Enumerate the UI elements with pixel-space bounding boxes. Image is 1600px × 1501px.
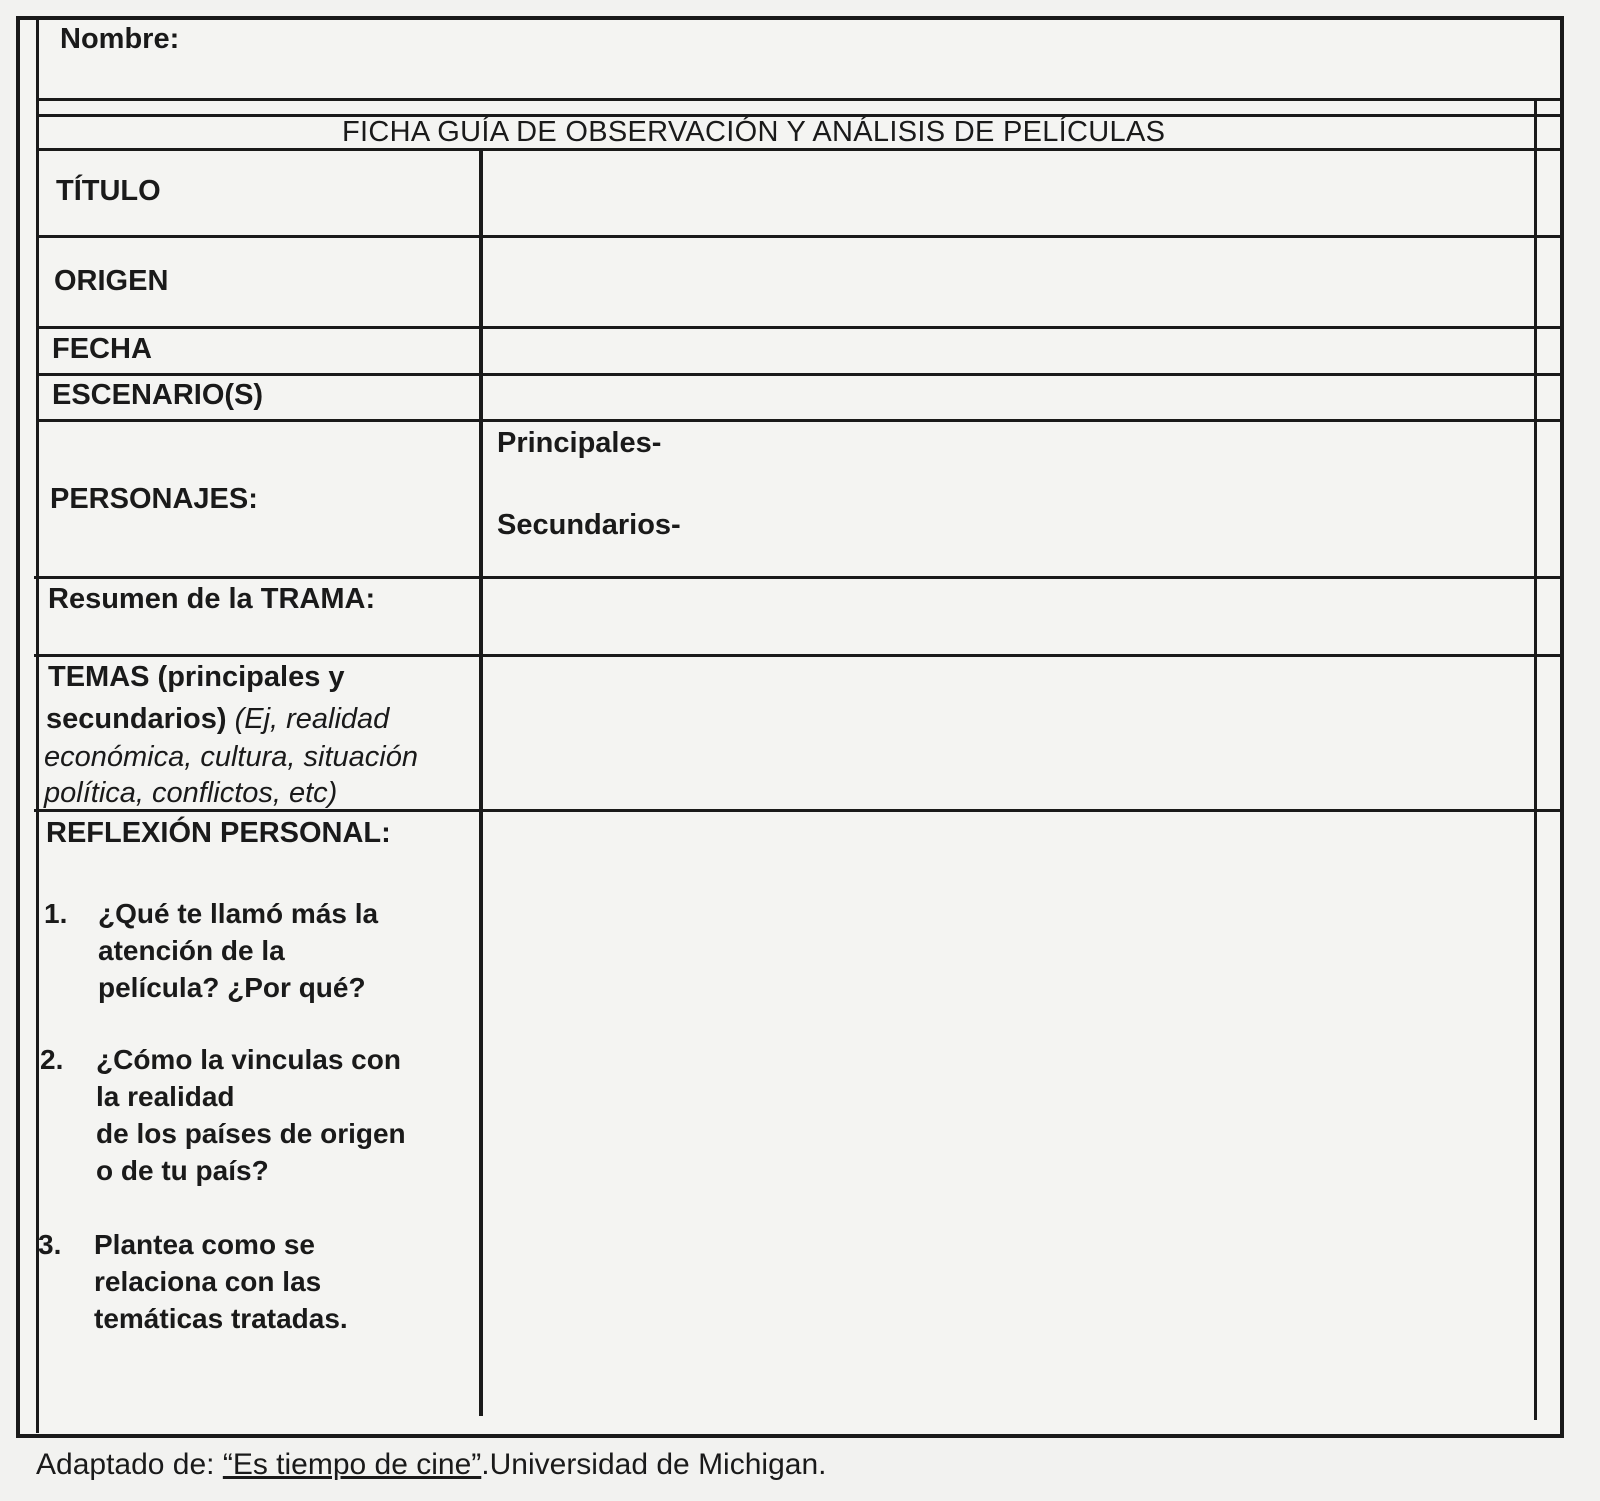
temas-label-line4: política, conflictos, etc) [44, 777, 338, 809]
escenarios-label: ESCENARIO(S) [52, 379, 264, 411]
rule-below-titulo [38, 235, 1562, 238]
rule-below-resumen [34, 654, 1562, 657]
column-divider [479, 148, 483, 1416]
fecha-label: FECHA [52, 333, 152, 365]
question-2-text: ¿Cómo la vinculas con la realidad de los países de origen o de tu país? [96, 1044, 406, 1186]
rule-below-fecha [36, 373, 1562, 376]
principales-label: Principales- [497, 427, 662, 459]
form-title: FICHA GUÍA DE OBSERVACIÓN Y ANÁLISIS DE PELÍCULAS [342, 116, 1166, 148]
personajes-label: PERSONAJES: [50, 483, 258, 515]
footer-prefix: Adaptado de: [36, 1448, 223, 1481]
rule-below-origen [36, 326, 1562, 329]
rule-below-escenarios [36, 419, 1562, 422]
rule-below-nombre [38, 98, 1562, 101]
question-2-number: 2. [40, 1044, 64, 1075]
titulo-label: TÍTULO [56, 175, 161, 207]
temas-label-line2 [46, 702, 389, 737]
footer-suffix: .Universidad de Michigan. [481, 1448, 827, 1481]
nombre-label: Nombre: [60, 23, 180, 55]
resumen-label: Resumen de la TRAMA: [48, 583, 376, 615]
reflexion-label: REFLEXIÓN PERSONAL: [46, 817, 391, 849]
temas-label-line3: económica, cultura, situación [44, 741, 418, 773]
outer-left-inner-rule [36, 18, 39, 1433]
rule-below-personajes [34, 576, 1562, 579]
footer-source: “Es tiempo de cine” [222, 1448, 482, 1481]
question-1-text: ¿Qué te llamó más la atención de la película? ¿Por qué? [98, 898, 379, 1003]
temas-secundarios-text: secundarios) [46, 703, 227, 735]
question-3-text: Plantea como se relaciona con las temáticas tratadas. [94, 1229, 348, 1334]
question-3-number: 3. [38, 1229, 62, 1260]
secundarios-label: Secundarios- [497, 509, 681, 541]
origen-label: ORIGEN [54, 265, 169, 297]
question-1-number: 1. [44, 898, 68, 929]
outer-right-inner-rule [1534, 100, 1537, 1420]
temas-label-line1: TEMAS (principales y [48, 661, 345, 693]
footer-citation [36, 1448, 826, 1482]
temas-example-start: (Ej, realidad [234, 703, 390, 735]
